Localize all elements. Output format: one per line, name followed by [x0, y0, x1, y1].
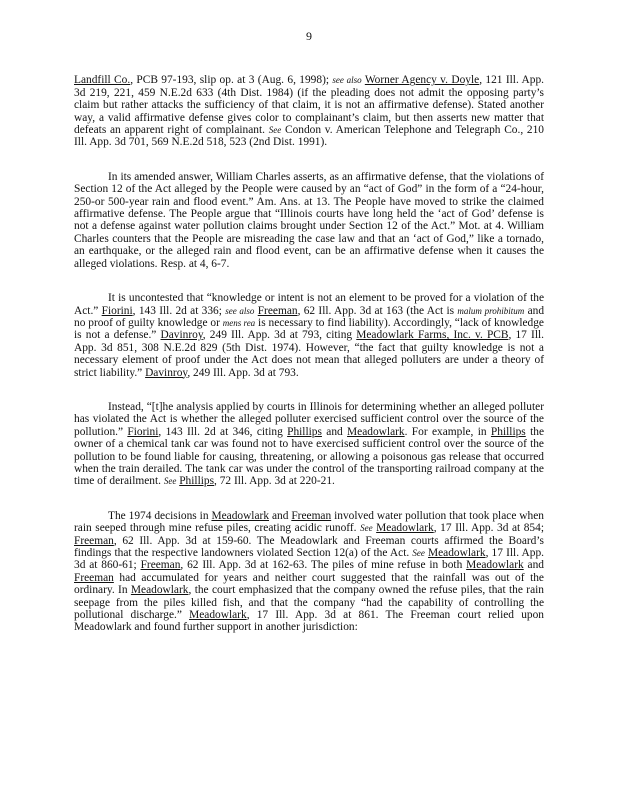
text: and: [321, 425, 348, 438]
text: The 1974 decisions in: [108, 509, 212, 522]
text: court relied upon: [450, 609, 544, 622]
text: had accumulated for years and neither court suggested that the rainfall was out of the ordinary. In: [74, 571, 544, 597]
text: , 249 Ill. App. 3d at 793, citing: [202, 329, 357, 342]
signal: See: [360, 523, 373, 534]
case-citation: Meadowlark: [347, 425, 405, 438]
case-citation: Meadowlark: [130, 584, 189, 597]
paragraph-3: [74, 292, 544, 379]
text: . For example, in: [404, 425, 491, 438]
text: , 72 Ill. App. 3d at 220-21.: [214, 475, 335, 488]
case-name: Meadowlark: [74, 621, 132, 634]
case-citation: Meadowlark Farms, Inc. v. PCB: [356, 329, 509, 342]
latin-term: mens rea: [222, 317, 256, 328]
text: , 62 Ill. App. 3d at 159-60. The: [113, 534, 281, 547]
paragraph-5: [74, 510, 544, 634]
signal: See: [163, 476, 177, 487]
case-name: Freeman: [365, 534, 406, 547]
text: , 62 Ill. App. 3d at 163 (the Act is: [297, 304, 458, 317]
text: , 143 Ill. 2d at 346, citing: [158, 425, 288, 438]
text: involved water pollution that took place when rain seeped through mine refuse piles, creating acidic runoff.: [74, 509, 544, 535]
text: and: [269, 509, 292, 522]
page-number: 9: [306, 29, 312, 43]
case-name: Meadowlark: [280, 534, 338, 547]
case-citation: Meadowlark: [428, 547, 486, 559]
case-citation: Meadowlark: [211, 509, 270, 522]
text: , 17 Ill. App. 3d at 861. The: [246, 609, 411, 622]
document-page: [74, 30, 544, 634]
case-citation: Davinroy: [160, 329, 203, 342]
paragraph-1: [74, 74, 544, 148]
text: It is uncontested that “knowledge or intent is not an element to be proved for a violation of the Act.”: [74, 292, 544, 317]
case-citation: Meadowlark: [189, 609, 247, 622]
text: Condon v. American Telephone and Telegraph Co., 210 Ill. App. 3d 701, 569 N.E.2d 518, 523 (2nd Dist. 1991).: [74, 124, 544, 149]
text: and: [523, 559, 545, 572]
latin-term: malum prohibitum: [457, 305, 525, 316]
signal: See: [268, 125, 282, 136]
text: , 17 Ill. App. 3d at 854;: [433, 522, 544, 535]
case-citation: Fiorini: [101, 304, 133, 317]
case-citation: Landfill Co.: [74, 74, 131, 87]
text: Instead, “[t]he analysis applied by courts in Illinois for determining whether an alleged polluter has violated the Act is whether the alleged polluter exercised sufficient control over the source of the pollution.”: [74, 400, 544, 438]
text: the owner of a chemical tank car was found not to have exercised sufficient control over the source of the pollution to be found liable for causing, threatening, or allowing a poisonous gas release that occurred when the train derailed. The tank car was under the control of the transporting railroad company at the time of derailment.: [74, 425, 544, 488]
signal: See: [412, 548, 425, 558]
signal: see also: [332, 75, 362, 86]
text: , PCB 97-193, slip op. at 3 (Aug. 6, 1998);: [130, 74, 333, 87]
case-citation: Freeman: [291, 509, 332, 522]
text: and found further support in another jurisdiction:: [131, 621, 358, 634]
signal: see also: [225, 305, 255, 316]
case-citation: Fiorini: [127, 425, 159, 438]
paragraph-4: [74, 401, 544, 488]
case-name: Freeman: [410, 609, 451, 622]
case-citation: Freeman: [74, 571, 114, 584]
paragraph-2: In its amended answer, William Charles asserts, as an affirmative defense, that the violations of Section 12 of the Act alleged by the People were caused by an “act of God” in the form of a “24-hour, 250-or 500-year rain and flood event.” Am. Ans. at 13. The People have moved to strike the claimed affirmative defense. The People argue that “Illinois courts have long held the ‘act of God’ defense is not a defense against water pollution claims brought under Section 12 of the Act.” Mot. at 4. William Charles counters that the People are misreading the case law and that an ‘act of God,” like a tornado, an earthquake, or the alleged rain and flood event, can be an affirmative defense when it causes the alleged violations. Resp. at 4, 6-7.: [74, 170, 544, 270]
text: , 143 Ill. 2d at 336;: [132, 304, 226, 317]
case-citation: Meadowlark: [376, 522, 434, 535]
text: , 121 Ill. App. 3d 219, 221, 459 N.E.2d 633 (4th Dist. 1984) (if the pleading does not admit the opposing party’s claim but rather attacks the sufficiency of that claim, it is not an affirmative defense). Stated another way, a valid affirmative defense gives color to complainant’s claim, but then asserts new matter that defeats an apparent right of complainant.: [74, 74, 544, 137]
case-citation: Davinroy: [145, 366, 188, 379]
text: and no proof of guilty knowledge or: [74, 304, 545, 329]
text: and: [337, 534, 366, 547]
text: , 17 Ill. App. 3d at 860-61;: [74, 547, 544, 572]
case-citation: Worner Agency v. Doyle: [364, 74, 480, 87]
text: is necessary to find liability). Accordingly, “lack of knowledge is not a defense.”: [74, 316, 544, 342]
case-citation: Freeman: [140, 559, 181, 572]
case-citation: Phillips: [179, 475, 215, 488]
text: , 17 Ill. App. 3d 851, 308 N.E.2d 829 (5th Dist. 1974). However, “the fact that guilty knowledge is not a necessary element of proof under the Act does not mean that alleged polluters are under a theory of strict liability.”: [74, 329, 544, 379]
text: , 249 Ill. App. 3d at 793.: [187, 366, 299, 379]
case-citation: Phillips: [287, 425, 322, 438]
text: , 62 Ill. App. 3d at 162-63. The piles of mine refuse in both: [180, 559, 467, 572]
case-citation: Freeman: [257, 304, 298, 317]
case-citation: Phillips: [490, 425, 526, 438]
text: courts affirmed the Board’s findings that the respective landowners violated Section 12(a) of the Act.: [74, 534, 544, 559]
text: , the court emphasized that the company owned the refuse piles, that the rain seepage from the piles killed fish, and that the company “had the capability of controlling the pollutional discharge.”: [74, 584, 544, 622]
case-citation: Freeman: [74, 534, 114, 547]
case-citation: Meadowlark: [466, 559, 524, 572]
